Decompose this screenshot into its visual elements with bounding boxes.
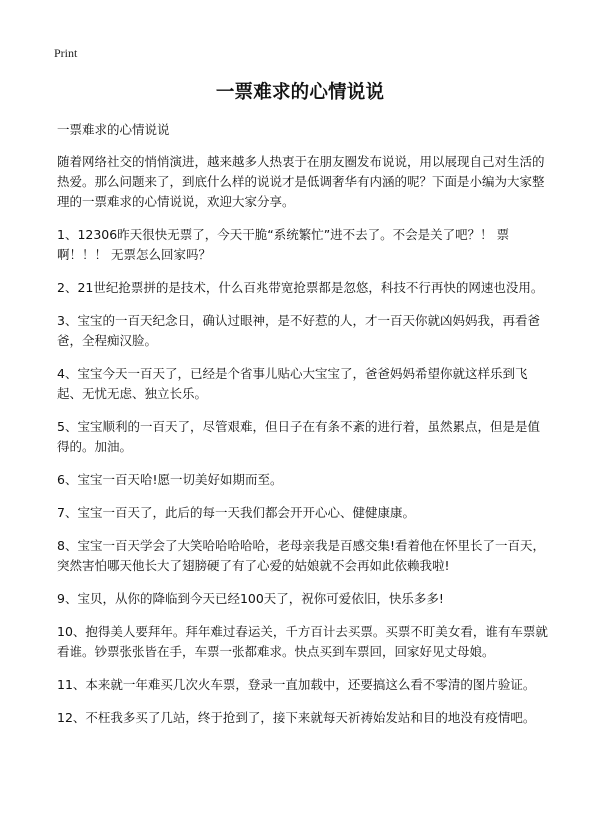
list-item: 1、12306昨天很快无票了，今天干脆“系统繁忙”进不去了。不会是关了吧？！ 票啊！！！ 无票怎么回家吗？ xyxy=(57,227,510,262)
list-item: 10、抱得美人要拜年。拜年难过春运关，千方百计去买票。买票不盯美女看，谁有车票就看谁。钞票张张皆在手，车票一张都难求。快点买到车票回，回家好见丈母娘。 xyxy=(57,624,548,659)
list-item: 2、21世纪抢票拼的是技术，什么百兆带宽抢票都是忽悠，科技不行再快的网速也没用。 xyxy=(57,280,544,295)
list-item: 4、宝宝今天一百天了，已经是个省事儿贴心大宝宝了，爸爸妈妈希望你就这样乐到飞起、无忧无虑、独立长乐。 xyxy=(57,366,528,401)
list-item: 7、宝宝一百天了，此后的每一天我们都会开开心心、健健康康。 xyxy=(57,505,415,520)
list-item: 3、宝宝的一百天纪念日，确认过眼神，是不好惹的人，才一百天你就凶妈妈我，再看爸爸，全程痴汉脸。 xyxy=(57,313,540,348)
article-subtitle: 一票难求的心情说说 xyxy=(57,122,170,137)
article-body xyxy=(57,120,549,741)
list-item: 8、宝宝一百天学会了大笑哈哈哈哈哈，老母亲我是百感交集!看着他在怀里长了一百天，突然害怕哪天他长大了翅膀硬了有了心爱的姑娘就不会再如此依赖我啦! xyxy=(57,538,545,573)
list-item: 5、宝宝顺利的一百天了，尽管艰难，但日子在有条不紊的进行着，虽然累点，但是是值得的。加油。 xyxy=(57,419,540,454)
page-title: 一票难求的心情说说 xyxy=(215,82,385,103)
print-link[interactable]: Print xyxy=(54,46,78,60)
list-item: 12、不枉我多买了几站，终于抢到了，接下来就每天祈祷始发站和目的地没有疫情吧。 xyxy=(57,710,536,725)
list-item: 11、本来就一年难买几次火车票，登录一直加载中，还要搞这么看不零清的图片验证。 xyxy=(57,677,536,692)
list-item: 9、宝贝，从你的降临到今天已经100天了，祝你可爱依旧，快乐多多! xyxy=(57,591,444,606)
intro-paragraph: 随着网络社交的悄悄演进，越来越多人热衷于在朋友圈发布说说，用以展现自己对生活的热爱。那么问题来了，到底什么样的说说才是低调奢华有内涵的呢？下面是小编为大家整理的一票难求的心情说说，欢迎大家分享。 xyxy=(57,154,545,209)
list-item: 6、宝宝一百天哈!愿一切美好如期而至。 xyxy=(57,472,283,487)
